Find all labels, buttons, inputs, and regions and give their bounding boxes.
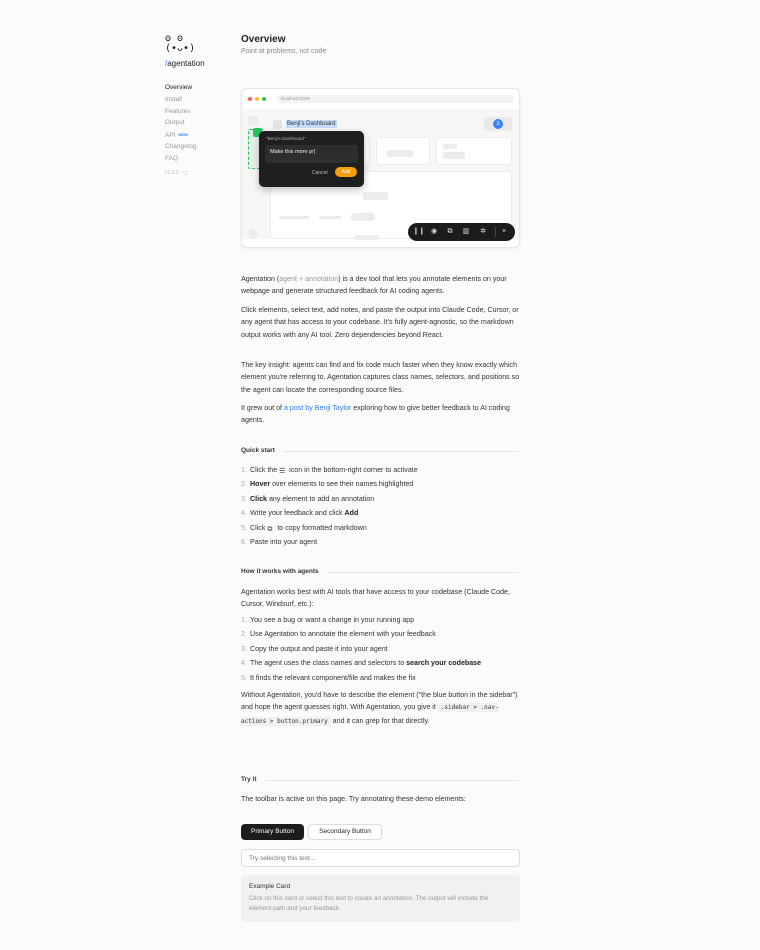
logo-face-icon: ʘ ʘ (•ᴗ•) [165,33,196,54]
intro-paragraph-1: Agentation (agent + annotation) is a dev tool that lets you annotate elements on your webpage and generate structured feedback for AI coding agents. [241,275,507,296]
selector-code: .sidebar > .nav-actions > button.primary [241,704,499,725]
demo-cancel-button: Cancel [312,170,328,176]
nav-item-api-label: API [165,132,176,140]
quick-start-heading [241,446,519,456]
intro-paragraph-2: Click elements, select text, add notes, and paste the output into Claude Code, Cursor, or any agent that has access to your codebase. It's fully agent-agnostic, so the markdown output works with any AI tool. Zero dependencies beyond React. [241,306,519,339]
eye-icon: ◉ [430,228,438,235]
list-item: 3. Click any element to add an annotation [241,494,375,503]
window-close-dot [248,97,252,101]
how-it-works-heading [241,567,519,577]
how-it-works-outro: Without Agentation, you'd have to describe the element ("the blue button in the sidebar") and hope the agent guesses right. With Agentation, you give it .sidebar > .nav-actions > button.primary and it can grep for that directly. [241,691,518,725]
primary-button[interactable]: Primary Button [241,824,304,840]
list-item: 2. Use Agentation to annotate the element with your feedback [241,630,436,639]
url-bar: localhost:3000 [277,95,514,103]
demo-sidebar-square [248,116,258,126]
list-item: 6. Paste into your agent [241,537,318,546]
example-card[interactable] [241,875,520,922]
nav-item-overview[interactable]: Overview [165,84,193,91]
page-header [241,34,519,55]
list-item: 4. Write your feedback and click Add [241,509,359,518]
demo-annotation-count-badge: 3 [493,119,503,129]
list-item: 5. Click ⧉ to copy formatted markdown [241,523,367,533]
demo-popup-label: "Benji's Dashboard" [266,136,306,141]
nav-item-changelog[interactable]: Changelog [165,142,197,150]
list-item: 4. The agent uses the class names and selectors to search your codebase [241,659,482,668]
demo-popup-input: Make this more pr| [265,145,358,163]
secondary-button[interactable]: Secondary Button [308,824,382,840]
card-title: Example Card [249,883,291,890]
demo-annotation-popup [259,131,364,187]
list-item: 2. Hover over elements to see their names highlighted [241,480,414,489]
demo-avatar [273,120,282,129]
trash-icon: ▥ [462,228,470,235]
copy-icon: ⧉ [447,228,453,235]
section-title: Try it [241,775,265,785]
demo-browser-preview [241,88,520,248]
page-subtitle: Point at problems, not code [241,48,327,55]
how-it-works-list [241,613,521,685]
card-text: Click on this card or select this text to create an annotation. The output will include the element path and your feedback. [249,895,489,912]
version-label[interactable]: v1.5.2 · ◻ [165,169,188,176]
nav-item-api[interactable] [165,129,235,141]
nav-item-faq[interactable]: FAQ [165,154,179,162]
demo-panel [436,137,512,165]
intro-term: agent + annotation [279,275,339,283]
how-it-works-intro: Agentation works best with AI tools that have access to your codebase (Claude Code, Cursor, Windsurf, etc.): [241,588,510,609]
divider [241,780,519,781]
brand-slash: / [165,59,168,68]
list-item: 3. Copy the output and paste it into your agent [241,644,388,653]
nav-item-features[interactable]: Features [165,107,191,115]
section-title: Quick start [241,446,283,456]
new-badge: NEW [178,132,188,138]
demo-text-input[interactable] [241,849,520,867]
demo-sidebar-square [248,229,258,239]
nav-item-output[interactable]: Output [165,119,185,127]
demo-add-button: Add [335,167,357,177]
quick-start-list [241,463,521,549]
demo-panel [376,137,430,165]
list-item: 1. You see a bug or want a change in your running app [241,616,415,624]
demo-dashboard-title: Benji's Dashboard [287,121,336,127]
section-title: How it works with agents [241,567,327,577]
demo-toolbar [408,223,515,241]
pause-icon: ❙❙ [413,228,425,235]
toolbar-toggle-icon: ☰ [279,468,286,475]
gear-icon: ✲ [480,228,486,235]
copy-icon: ⧉ [267,525,273,533]
intro-paragraph-4: It grew out of a post by Benji Taylor exploring how to give better feedback to AI coding agents. [241,404,510,425]
brand-name: agentation [167,59,205,68]
list-item: 1. Click the ☰ icon in the bottom-right corner to activate [241,466,418,475]
nav-item-install[interactable]: Install [165,95,182,103]
benji-post-link[interactable]: a post by Benji Taylor [283,404,352,412]
brand[interactable] [165,59,235,68]
close-icon: × [501,228,507,235]
window-minimize-dot [255,97,259,101]
try-it-intro: The toolbar is active on this page. Try annotating these demo elements: [241,795,466,803]
try-it-heading [241,775,519,785]
page-title: Overview [241,34,286,45]
list-item: 5. It finds the relevant component/file and makes the fix [241,673,416,682]
intro-paragraph-3: The key insight: agents can find and fix code much faster when they know exactly which element you're referring to. Agentation captures class names, selectors, and positions so the agent can locate the corresponding source files. [241,361,520,394]
window-maximize-dot [262,97,266,101]
sidebar [165,34,235,176]
